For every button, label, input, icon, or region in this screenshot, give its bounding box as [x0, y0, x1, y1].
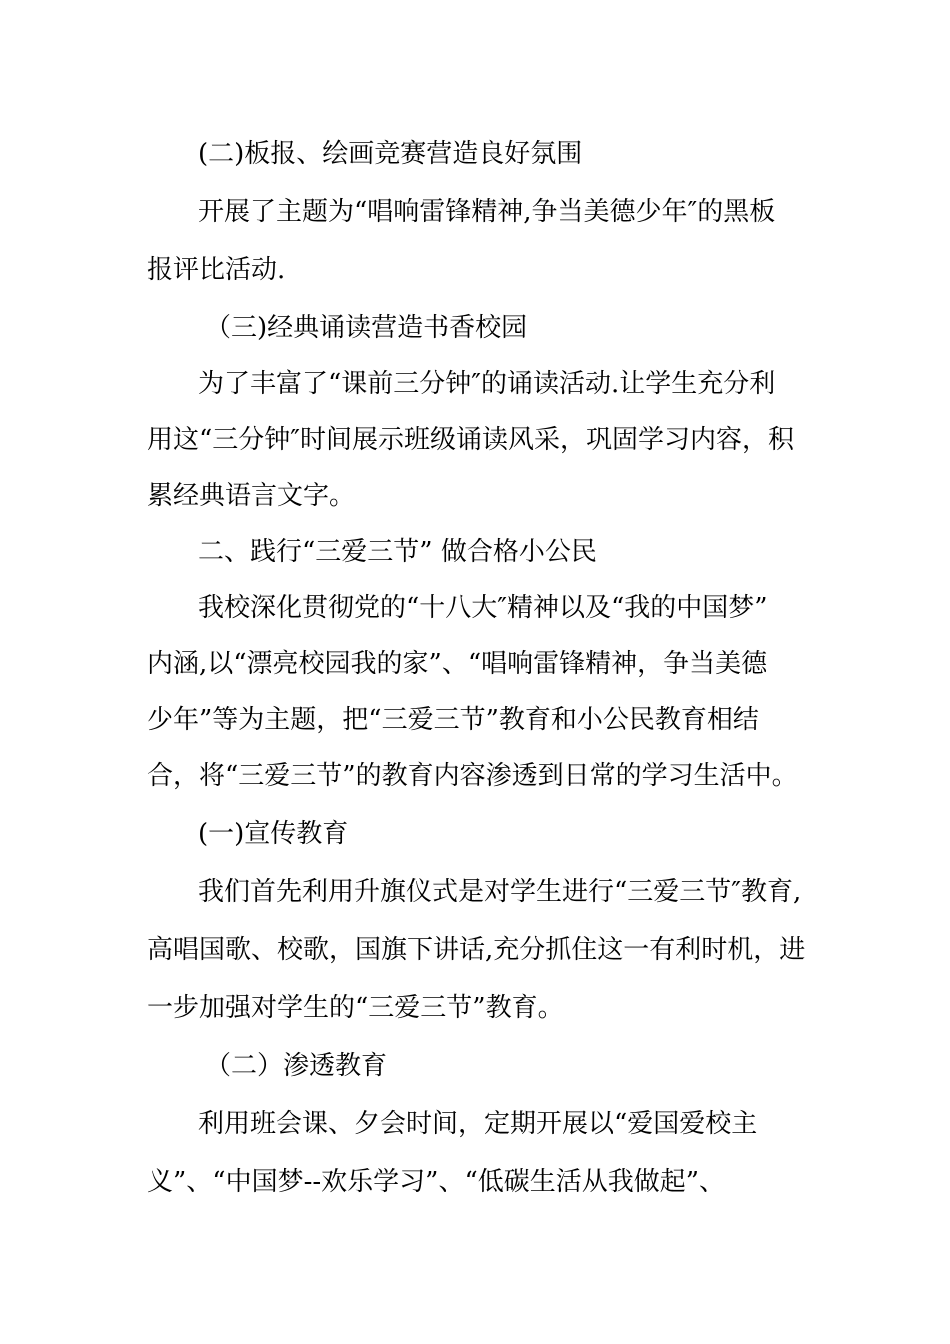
paragraph-line: 义”、“中国梦--欢乐学习”、“低碳生活从我做起”、 — [147, 1167, 726, 1197]
paragraph-line: 内涵,以“漂亮校园我的家”、“唱响雷锋精神，争当美德 — [147, 649, 768, 679]
section-heading: (二)板报、绘画竞赛营造良好氛围 — [198, 139, 583, 169]
section-heading: (一)宣传教育 — [198, 819, 349, 849]
section-heading: 二、践行“三爱三节” 做合格小公民 — [198, 537, 597, 567]
paragraph-line: 合，将“三爱三节”的教育内容渗透到日常的学习生活中。 — [147, 761, 798, 791]
paragraph-line: 一步加强对学生的“三爱三节”教育。 — [147, 993, 564, 1023]
paragraph-line: 少年”等为主题，把“三爱三节”教育和小公民教育相结 — [147, 705, 759, 735]
paragraph-line: 高唱国歌、校歌，国旗下讲话,充分抓住这一有利时机，进 — [147, 935, 806, 965]
paragraph-line: 用这“三分钟″时间展示班级诵读风采，巩固学习内容，积 — [147, 425, 795, 455]
section-heading: （三)经典诵读营造书香校园 — [205, 313, 528, 343]
paragraph-line: 为了丰富了“课前三分钟″的诵读活动.让学生充分利 — [198, 369, 776, 399]
paragraph-line: 我们首先利用升旗仪式是对学生进行“三爱三节″教育, — [198, 877, 802, 907]
section-heading: （二）渗透教育 — [205, 1051, 388, 1081]
paragraph-line: 报评比活动. — [147, 255, 286, 285]
paragraph-line: 开展了主题为“唱响雷锋精神,争当美德少年″的黑板 — [198, 197, 776, 227]
paragraph-line: 我校深化贯彻党的“十八大″精神以及“我的中国梦” — [198, 593, 768, 623]
paragraph-line: 累经典语言文字。 — [147, 481, 356, 511]
paragraph-line: 利用班会课、夕会时间，定期开展以“爱国爱校主 — [198, 1109, 758, 1139]
